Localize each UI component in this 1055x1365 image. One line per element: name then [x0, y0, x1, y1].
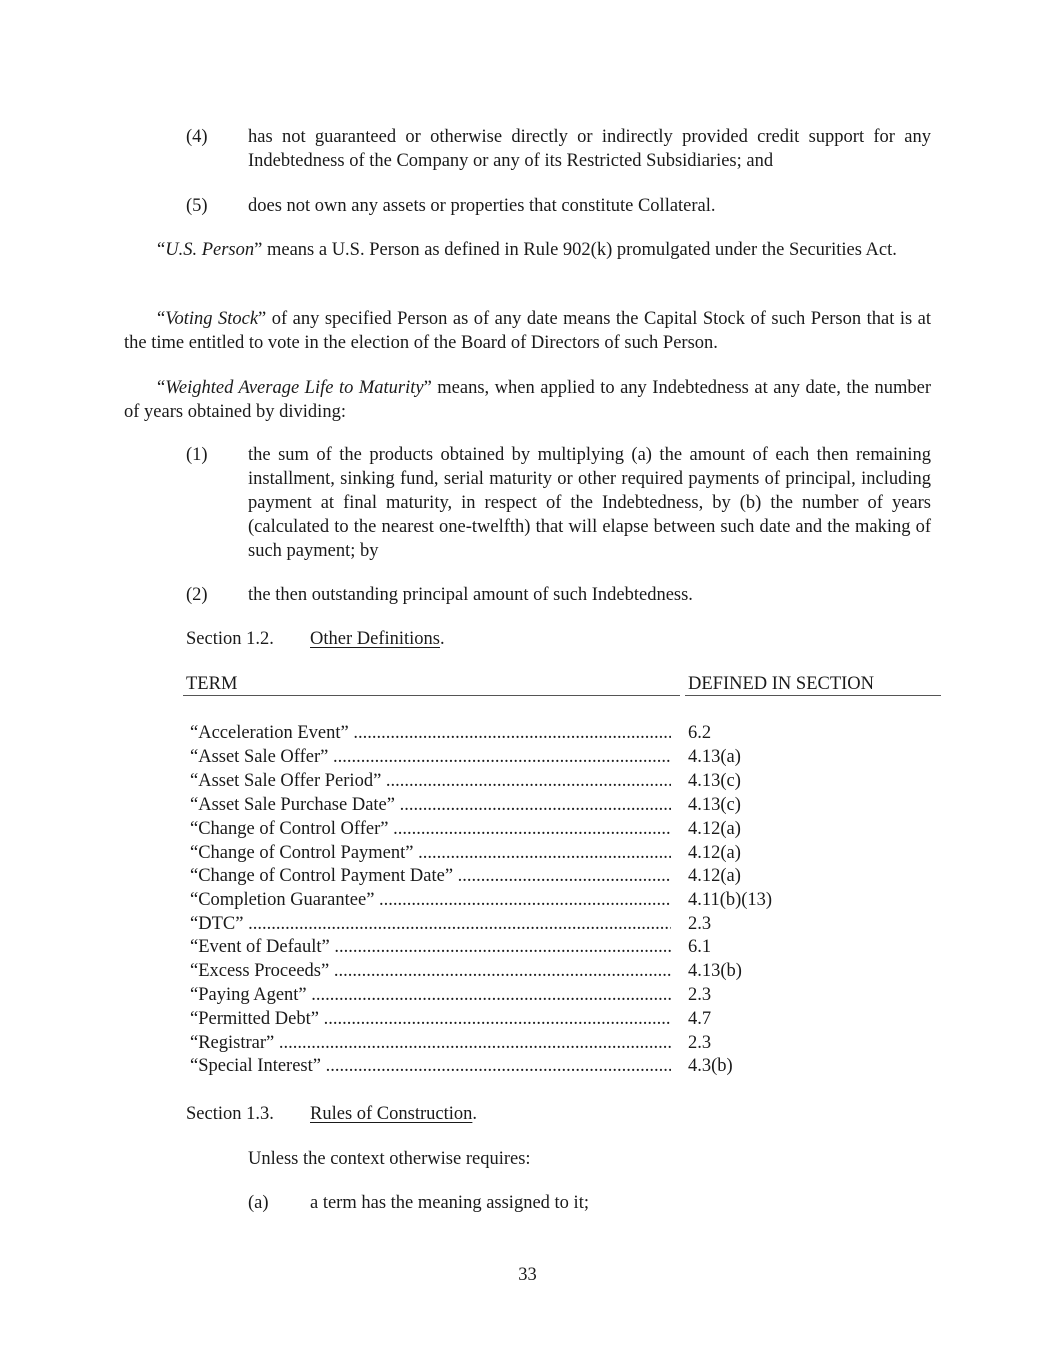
list-number: (4): [186, 127, 208, 147]
table-row-term: “Asset Sale Offer” .....: [190, 745, 671, 769]
list-number: (5): [186, 196, 208, 216]
defined-term: U.S. Person: [165, 240, 255, 260]
table-row-term: “Completion Guarantee” .....: [190, 888, 671, 912]
table-row-section: 6.2: [688, 723, 712, 743]
table-row-section: 4.13(a): [688, 747, 741, 767]
table-row-section: 4.12(a): [688, 866, 741, 886]
defined-term: Voting Stock: [165, 309, 259, 329]
table-row-term: “Permitted Debt” .....: [190, 1007, 671, 1031]
table-header-term: TERM: [186, 674, 238, 694]
table-row-term: “Asset Sale Offer Period” .....: [190, 769, 671, 793]
table-row-section: 6.1: [688, 937, 712, 957]
section-number: Section 1.2.: [186, 629, 274, 649]
table-row-term: “Excess Proceeds” .....: [190, 959, 671, 983]
section-number: Section 1.3.: [186, 1104, 274, 1124]
header-rule: [685, 695, 941, 696]
table-row-term: “Event of Default” .....: [190, 935, 671, 959]
table-row-section: 4.13(c): [688, 795, 741, 815]
table-row-section: 2.3: [688, 914, 712, 934]
list-number: (a): [248, 1193, 269, 1213]
header-rule: [183, 695, 680, 696]
page-number: 33: [518, 1265, 537, 1285]
table-row-section: 2.3: [688, 985, 712, 1005]
table-row-term: “Registrar” .....: [190, 1031, 671, 1055]
definition-weighted-average-life: “Weighted Average Life to Maturity” means, when applied to any Indebtedness at any date, the number of years obtained by dividing:: [124, 378, 931, 422]
section-title: Rules of Construction.: [310, 1104, 478, 1124]
table-row-section: 4.11(b)(13): [688, 890, 773, 910]
table-row-section: 4.13(b): [688, 961, 742, 981]
table-row-term: “Asset Sale Purchase Date” .....: [190, 793, 671, 817]
list-item-text: the sum of the products obtained by multiplying (a) the amount of each then remaining installment, sinking fund, serial maturity or other required payments of principal, including payment at final maturity, in respect of the Indebtedness, by (b) the number of years (calculated to the nearest one-twelfth) that will elapse between such date and the making of such payment; by: [248, 445, 931, 561]
list-item-text: has not guaranteed or otherwise directly or indirectly provided credit support for any Indebtedness of the Company or any of its Restricted Subsidiaries; and: [248, 127, 931, 171]
table-row-term: “Change of Control Offer” .....: [190, 817, 671, 841]
list-item-text: does not own any assets or properties that constitute Collateral.: [248, 196, 716, 216]
section-title: Other Definitions.: [310, 629, 445, 649]
table-row-term: “Change of Control Payment” .....: [190, 841, 671, 865]
table-row-section: 4.3(b): [688, 1056, 733, 1076]
defined-term: Weighted Average Life to Maturity: [165, 378, 424, 398]
list-item-text: a term has the meaning assigned to it;: [310, 1193, 589, 1213]
table-row-term: “DTC” .....: [190, 912, 671, 936]
table-row-section: 4.13(c): [688, 771, 741, 791]
list-item-text: the then outstanding principal amount of such Indebtedness.: [248, 585, 693, 605]
table-row-term: “Change of Control Payment Date” .....: [190, 864, 671, 888]
list-number: (1): [186, 445, 208, 465]
table-row-term: “Acceleration Event” .....: [190, 721, 671, 745]
table-header-section: DEFINED IN SECTION: [688, 674, 875, 694]
table-row-term: “Special Interest” .....: [190, 1054, 671, 1078]
table-row-section: 2.3: [688, 1033, 712, 1053]
definition-voting-stock: “Voting Stock” of any specified Person as of any date means the Capital Stock of such Person that is at the time entitled to vote in the election of the Board of Directors of such Person.: [124, 309, 931, 353]
table-row-section: 4.12(a): [688, 843, 741, 863]
definition-us-person: “U.S. Person” means a U.S. Person as defined in Rule 902(k) promulgated under the Securities Act.: [157, 240, 897, 260]
list-number: (2): [186, 585, 208, 605]
table-row-section: 4.12(a): [688, 819, 741, 839]
construction-intro: Unless the context otherwise requires:: [248, 1149, 531, 1169]
table-row-term: “Paying Agent” .....: [190, 983, 671, 1007]
table-row-section: 4.7: [688, 1009, 712, 1029]
